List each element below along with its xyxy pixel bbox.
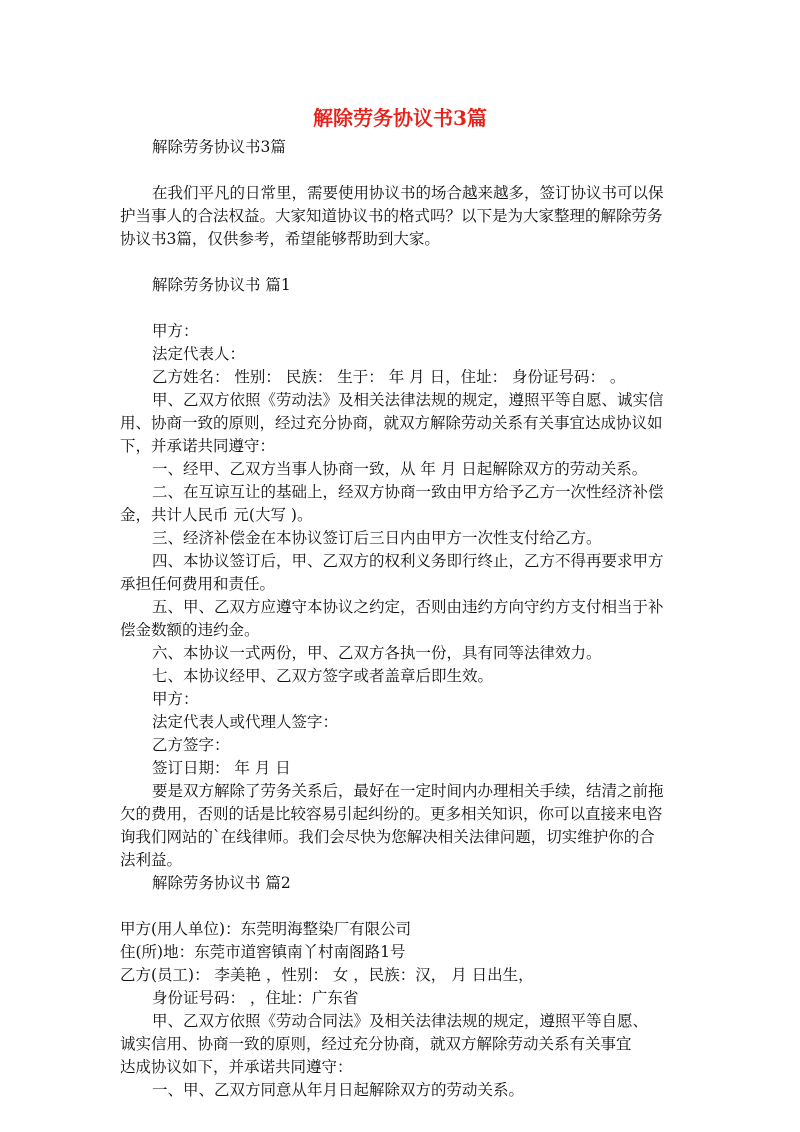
- section2-body-line-3: 达成协议如下，并承诺共同遵守：: [120, 1058, 353, 1076]
- section2-clause-1: 一、甲、乙双方同意从年月日起解除双方的劳动关系。: [152, 1081, 525, 1099]
- clause-6: 六、本协议一式两份，甲、乙双方各执一份，具有同等法律效力。: [152, 644, 602, 662]
- clause-2-line-1: 二、在互谅互让的基础上，经双方协商一致由甲方给予乙方一次性经济补偿: [152, 483, 664, 501]
- section1-body-line-2: 用、协商一致的原则，经过充分协商，就双方解除劳动关系有关事宜达成协议如: [120, 414, 663, 432]
- clause-3: 三、经济补偿金在本协议签订后三日内由甲方一次性支付给乙方。: [152, 529, 602, 547]
- clause-5-line-2: 偿金数额的违约金。: [120, 621, 260, 639]
- clause-4-line-2: 承担任何费用和责任。: [120, 575, 276, 593]
- employee-line: 乙方(员工)： 李美艳 ，性别： 女 ，民族：汉， 月 日出生，: [120, 966, 534, 984]
- sign-party-b: 乙方签字：: [152, 736, 230, 754]
- address-line: 住(所)地：东莞市道窖镇南丫村南阁路1号: [120, 943, 406, 961]
- section2-heading: 解除劳务协议书 篇2: [152, 874, 291, 892]
- intro-line-2: 护当事人的合法权益。大家知道协议书的格式吗？以下是为大家整理的解除劳务: [120, 207, 663, 225]
- clause-1: 一、经甲、乙双方当事人协商一致，从 年 月 日起解除双方的劳动关系。: [152, 460, 648, 478]
- section2-body-line-2: 诚实信用、协商一致的原则，经过充分协商，就双方解除劳动关系有关事宜: [120, 1035, 632, 1053]
- section2-body-line-1: 甲、乙双方依照《劳动合同法》及相关法律法规的规定，遵照平等自愿、: [152, 1012, 649, 1030]
- document-subtitle: 解除劳务协议书3篇: [152, 138, 286, 156]
- section1-heading: 解除劳务协议书 篇1: [152, 276, 291, 294]
- sign-party-a: 甲方：: [152, 690, 199, 708]
- section1-body-line-3: 下，并承诺共同遵守：: [120, 437, 276, 455]
- id-line: 身份证号码： ，住址：广东省: [152, 989, 359, 1007]
- clause-4-line-1: 四、本协议签订后，甲、乙双方的权利义务即行终止，乙方不得再要求甲方: [152, 552, 664, 570]
- intro-line-3: 协议书3篇，仅供参考，希望能够帮助到大家。: [120, 230, 440, 248]
- document-body: [120, 136, 680, 1102]
- sign-legal-rep: 法定代表人或代理人签字：: [152, 713, 339, 731]
- sign-date: 签订日期： 年 月 日: [152, 759, 291, 777]
- party-a-label: 甲方：: [152, 322, 199, 340]
- document-title: 解除劳务协议书3篇: [313, 106, 487, 130]
- note-line-4: 法利益。: [120, 851, 183, 869]
- section1-body-line-1: 甲、乙双方依照《劳动法》及相关法律法规的规定，遵照平等自愿、诚实信: [152, 391, 664, 409]
- note-line-3: 询我们网站的`在线律师。我们会尽快为您解决相关法律问题，切实维护你的合: [120, 828, 655, 846]
- note-line-1: 要是双方解除了劳务关系后，最好在一定时间内办理相关手续，结清之前拖: [152, 782, 664, 800]
- legal-rep-label: 法定代表人：: [152, 345, 246, 363]
- clause-7: 七、本协议经甲、乙双方签字或者盖章后即生效。: [152, 667, 494, 685]
- intro-line-1: 在我们平凡的日常里，需要使用协议书的场合越来越多，签订协议书可以保: [152, 184, 664, 202]
- employer-line: 甲方(用人单位)：东莞明海整染厂有限公司: [120, 920, 412, 938]
- clause-2-line-2: 金，共计人民币 元(大写 )。: [120, 506, 313, 524]
- party-b-info: 乙方姓名： 性别： 民族： 生于： 年 月 日，住址： 身份证号码： 。: [152, 368, 626, 386]
- clause-5-line-1: 五、甲、乙双方应遵守本协议之约定，否则由违约方向守约方支付相当于补: [152, 598, 664, 616]
- note-line-2: 欠的费用，否则的话是比较容易引起纠纷的。更多相关知识，你可以直接来电咨: [120, 805, 663, 823]
